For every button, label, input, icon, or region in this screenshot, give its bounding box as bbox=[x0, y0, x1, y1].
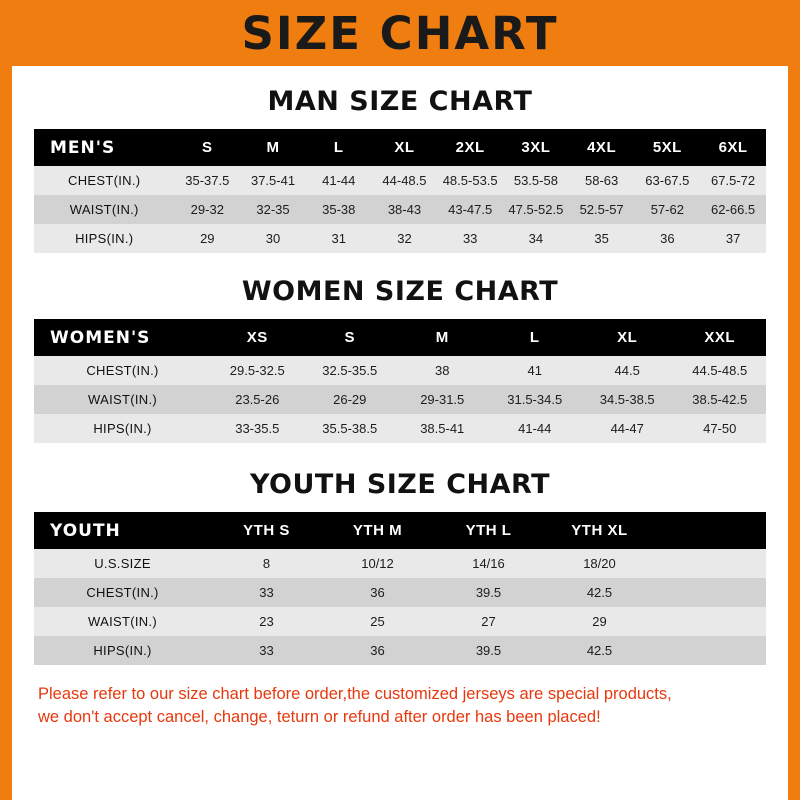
men-size-table bbox=[34, 129, 766, 253]
table-cell: 32-35 bbox=[256, 202, 290, 217]
table-cell: 29 bbox=[592, 614, 607, 629]
table-cell: 34 bbox=[528, 231, 544, 246]
table-cell: 38.5-41 bbox=[420, 421, 465, 436]
women-row-label-waist: WAIST(IN.) bbox=[88, 392, 157, 407]
table-cell: 36 bbox=[370, 585, 385, 600]
table-cell: 34.5-38.5 bbox=[599, 392, 655, 407]
table-cell: 33 bbox=[259, 585, 274, 600]
order-notice-line-2: we don't accept cancel, change, teturn or refund after order has been placed! bbox=[38, 708, 601, 727]
table-row bbox=[34, 636, 766, 665]
men-col-header-s: S bbox=[174, 129, 240, 166]
men-col-header-2xl: 2XL bbox=[437, 129, 503, 166]
table-cell: 37 bbox=[725, 231, 741, 246]
table-cell: 62-66.5 bbox=[711, 202, 756, 217]
table-cell: 52.5-57 bbox=[579, 202, 624, 217]
women-row-label-header: WOMEN'S bbox=[34, 319, 211, 356]
women-col-header-xxl: XXL bbox=[673, 319, 766, 356]
table-cell: 67.5-72 bbox=[711, 173, 756, 188]
youth-row-label-waist: WAIST(IN.) bbox=[88, 614, 157, 629]
table-cell: 33 bbox=[462, 231, 478, 246]
table-cell: 37.5-41 bbox=[250, 173, 296, 188]
women-row-label-chest: CHEST(IN.) bbox=[86, 363, 159, 378]
table-row bbox=[34, 414, 766, 443]
table-row bbox=[34, 195, 766, 224]
table-row bbox=[34, 356, 766, 385]
table-cell: 32.5-35.5 bbox=[322, 363, 378, 378]
table-cell: 44.5-48.5 bbox=[692, 363, 748, 378]
table-cell bbox=[655, 636, 766, 665]
table-cell: 63-67.5 bbox=[645, 173, 690, 188]
table-cell: 10/12 bbox=[361, 556, 394, 571]
youth-row-label-chest: CHEST(IN.) bbox=[86, 585, 159, 600]
table-header-row bbox=[34, 319, 766, 356]
table-cell: 48.5-53.5 bbox=[442, 173, 498, 188]
table-cell: 33-35.5 bbox=[235, 421, 280, 436]
women-row-label-hips: HIPS(IN.) bbox=[93, 421, 152, 436]
youth-col-header-empty bbox=[655, 512, 766, 549]
table-cell: 47-50 bbox=[703, 421, 737, 436]
table-header-row bbox=[34, 129, 766, 166]
table-cell bbox=[655, 607, 766, 636]
table-cell: 38.5-42.5 bbox=[692, 392, 748, 407]
table-cell: 8 bbox=[262, 556, 271, 571]
table-cell: 31.5-34.5 bbox=[507, 392, 563, 407]
men-row-label-header: MEN'S bbox=[34, 129, 174, 166]
table-cell: 57-62 bbox=[650, 202, 684, 217]
table-header-row bbox=[34, 512, 766, 549]
table-cell: 39.5 bbox=[475, 643, 502, 658]
table-cell: 47.5-52.5 bbox=[508, 202, 564, 217]
table-cell: 35-37.5 bbox=[185, 173, 230, 188]
page-banner bbox=[0, 0, 800, 66]
women-col-header-l: L bbox=[488, 319, 580, 356]
table-cell: 29-31.5 bbox=[420, 392, 465, 407]
order-notice-line-1: Please refer to our size chart before order,the customized jerseys are special products, bbox=[38, 685, 672, 703]
youth-section-title: YOUTH SIZE CHART bbox=[249, 469, 551, 500]
table-cell: 38 bbox=[435, 363, 450, 378]
table-cell: 36 bbox=[660, 231, 675, 246]
youth-size-table bbox=[34, 512, 766, 665]
women-size-table bbox=[34, 319, 766, 443]
table-cell: 27 bbox=[481, 614, 496, 629]
women-col-header-s: S bbox=[304, 319, 396, 356]
men-section-title: MAN SIZE CHART bbox=[267, 86, 533, 117]
table-cell: 23.5-26 bbox=[235, 392, 280, 407]
men-row-label-waist: WAIST(IN.) bbox=[69, 202, 139, 217]
men-col-header-6xl: 6XL bbox=[700, 129, 766, 166]
men-col-header-3xl: 3XL bbox=[503, 129, 569, 166]
youth-col-header-yth-xl: YTH XL bbox=[544, 512, 655, 549]
table-cell: 33 bbox=[259, 643, 274, 658]
men-col-header-5xl: 5XL bbox=[634, 129, 700, 166]
youth-row-label-header: YOUTH bbox=[34, 512, 211, 549]
table-cell: 18/20 bbox=[583, 556, 616, 571]
men-col-header-m: M bbox=[240, 129, 306, 166]
table-cell: 42.5 bbox=[586, 643, 613, 658]
table-cell: 41-44 bbox=[518, 421, 552, 436]
table-cell bbox=[655, 549, 766, 578]
table-cell: 35.5-38.5 bbox=[322, 421, 378, 436]
chart-content bbox=[12, 86, 788, 730]
women-section-title: WOMEN SIZE CHART bbox=[241, 276, 559, 307]
table-row bbox=[34, 224, 766, 253]
women-col-header-xl: XL bbox=[581, 319, 673, 356]
table-cell: 26-29 bbox=[333, 392, 367, 407]
women-col-header-xs: XS bbox=[211, 319, 303, 356]
table-cell: 41-44 bbox=[322, 173, 356, 188]
order-notice bbox=[38, 683, 762, 730]
table-cell: 44.5 bbox=[614, 363, 640, 378]
men-col-header-xl: XL bbox=[372, 129, 438, 166]
men-row-label-hips: HIPS(IN.) bbox=[75, 231, 134, 246]
table-cell: 42.5 bbox=[586, 585, 613, 600]
table-cell: 25 bbox=[370, 614, 385, 629]
youth-col-header-yth-s: YTH S bbox=[211, 512, 322, 549]
table-cell: 31 bbox=[331, 231, 346, 246]
table-cell: 29.5-32.5 bbox=[229, 363, 285, 378]
table-cell: 53.5-58 bbox=[513, 173, 558, 188]
youth-col-header-yth-l: YTH L bbox=[433, 512, 544, 549]
youth-col-header-yth-m: YTH M bbox=[322, 512, 433, 549]
table-cell: 36 bbox=[370, 643, 385, 658]
table-cell: 44-48.5 bbox=[382, 173, 427, 188]
table-row bbox=[34, 607, 766, 636]
table-cell bbox=[655, 578, 766, 607]
table-cell: 23 bbox=[259, 614, 274, 629]
table-row bbox=[34, 549, 766, 578]
table-cell: 43-47.5 bbox=[448, 202, 493, 217]
table-cell: 38-43 bbox=[387, 202, 422, 217]
table-cell: 29 bbox=[200, 231, 215, 246]
women-col-header-m: M bbox=[396, 319, 488, 356]
table-row bbox=[34, 385, 766, 414]
table-cell: 29-32 bbox=[190, 202, 224, 217]
men-col-header-l: L bbox=[306, 129, 372, 166]
table-cell: 30 bbox=[265, 231, 281, 246]
table-row bbox=[34, 166, 766, 195]
table-cell: 44-47 bbox=[610, 421, 644, 436]
page-title: SIZE CHART bbox=[241, 6, 559, 60]
table-cell: 39.5 bbox=[475, 585, 502, 600]
youth-row-label-us-size: U.S.SIZE bbox=[94, 556, 151, 571]
table-cell: 58-63 bbox=[584, 173, 619, 188]
table-cell: 35-38 bbox=[322, 202, 356, 217]
youth-row-label-hips: HIPS(IN.) bbox=[93, 643, 152, 658]
men-col-header-4xl: 4XL bbox=[569, 129, 635, 166]
table-row bbox=[34, 578, 766, 607]
table-cell: 41 bbox=[527, 363, 542, 378]
table-cell: 35 bbox=[594, 231, 609, 246]
table-cell: 32 bbox=[397, 231, 412, 246]
men-row-label-chest: CHEST(IN.) bbox=[68, 173, 141, 188]
table-cell: 14/16 bbox=[472, 556, 505, 571]
